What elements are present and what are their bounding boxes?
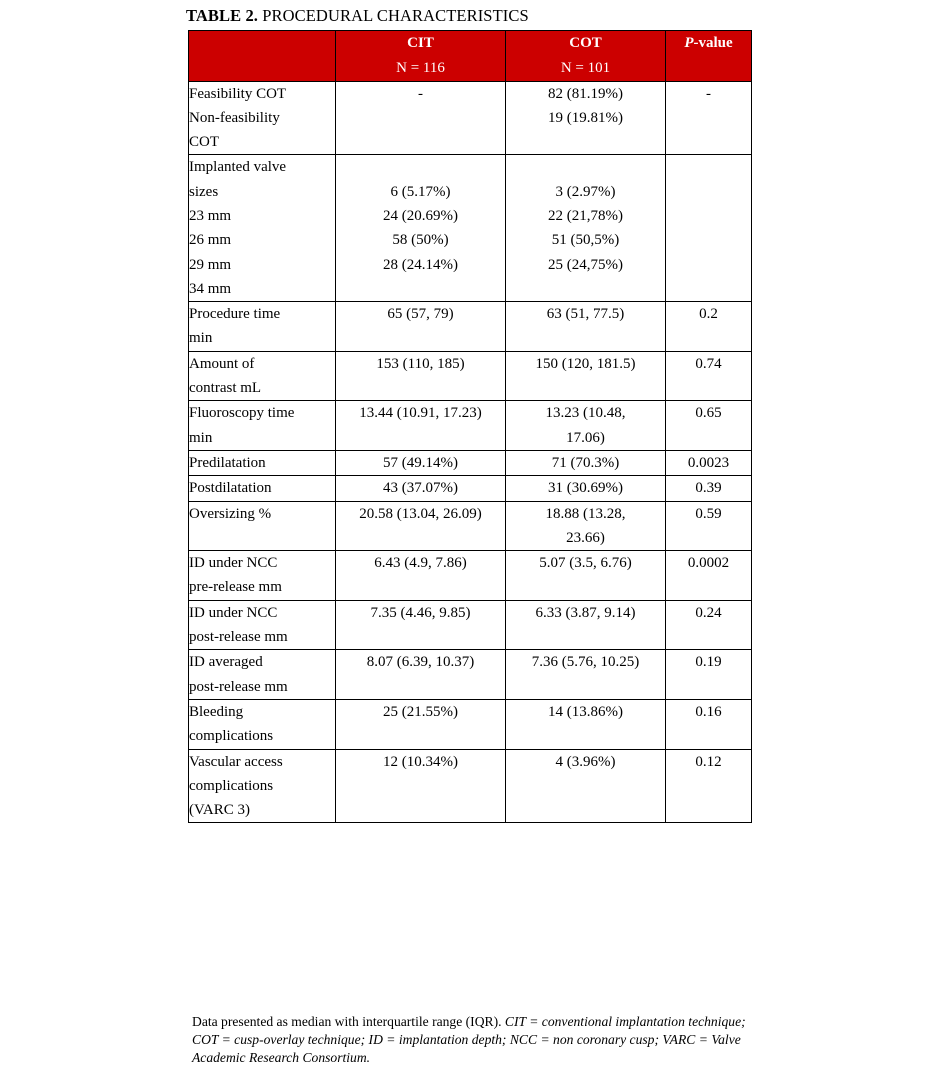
row-label-line: min	[189, 429, 213, 446]
cell-pvalue	[666, 699, 752, 749]
table-row	[189, 699, 752, 749]
row-label-line: Non-feasibility	[189, 109, 280, 126]
cell-cot	[506, 476, 666, 501]
row-label	[189, 155, 336, 302]
cell-pvalue-line: 0.65	[695, 405, 722, 422]
row-label-line: pre-release mm	[189, 579, 282, 596]
cell-pvalue	[666, 302, 752, 352]
row-label-line: ID under NCC	[189, 604, 278, 621]
cell-cit	[336, 699, 506, 749]
cell-cit-line: 7.35 (4.46, 9.85)	[370, 604, 471, 621]
cell-pvalue-line: 0.0002	[687, 555, 730, 572]
table-header	[189, 31, 752, 82]
row-label	[189, 476, 336, 501]
cell-cot-line: 19 (19.81%)	[548, 109, 623, 126]
row-label-line: complications	[189, 777, 274, 794]
row-label	[189, 450, 336, 475]
cell-cit	[336, 501, 506, 551]
cell-cot-line: 14 (13.86%)	[548, 703, 623, 720]
table-body	[189, 81, 752, 823]
row-label-line: COT	[189, 134, 219, 151]
cell-cot-line: 25 (24,75%)	[548, 256, 623, 273]
row-label	[189, 699, 336, 749]
table-number: TABLE 2.	[186, 6, 259, 25]
row-label	[189, 600, 336, 650]
cell-cot-line: 82 (81.19%)	[548, 85, 623, 102]
header-pvalue-label	[666, 31, 751, 56]
cell-pvalue	[666, 155, 752, 302]
cell-cot-line: 6.33 (3.87, 9.14)	[535, 604, 636, 621]
cell-cit	[336, 81, 506, 155]
cell-cit-line: 12 (10.34%)	[383, 753, 458, 770]
row-label-line: Bleeding	[189, 703, 244, 720]
row-label-line: Fluoroscopy time	[189, 405, 295, 422]
header-cell-cot	[506, 31, 666, 82]
table-row	[189, 749, 752, 823]
cell-cot-line: 71 (70.3%)	[551, 454, 620, 471]
row-label-line: Postdilatation	[189, 480, 272, 497]
row-label-line: ID averaged	[189, 654, 263, 671]
cell-cot	[506, 551, 666, 601]
row-label-line: Vascular access	[189, 753, 283, 770]
cell-cot	[506, 155, 666, 302]
header-cit-n: N = 116	[396, 59, 445, 76]
cell-cit-line: 6.43 (4.9, 7.86)	[374, 555, 467, 572]
row-label-line: Amount of	[189, 355, 255, 372]
cell-cit	[336, 302, 506, 352]
table-row	[189, 401, 752, 451]
cell-pvalue-line: 0.12	[695, 753, 722, 770]
cell-pvalue-line: 0.74	[695, 355, 722, 372]
cell-cot-line: 18.88 (13.28,	[545, 505, 626, 522]
cell-cit-line: 24 (20.69%)	[383, 207, 458, 224]
cell-cit-line: 20.58 (13.04, 26.09)	[359, 505, 482, 522]
cell-cit-line: 65 (57, 79)	[387, 306, 454, 323]
header-cit-label: CIT	[407, 35, 434, 51]
cell-pvalue	[666, 81, 752, 155]
row-label-line: 34 mm	[189, 280, 232, 297]
table-row	[189, 476, 752, 501]
row-label-line: (VARC 3)	[189, 802, 250, 819]
cell-cot	[506, 501, 666, 551]
cell-cot-line: 63 (51, 77.5)	[546, 306, 625, 323]
row-label-line: min	[189, 330, 213, 347]
table-row	[189, 501, 752, 551]
cell-pvalue	[666, 476, 752, 501]
cell-cit-line: 25 (21.55%)	[383, 703, 458, 720]
cell-pvalue	[666, 551, 752, 601]
cell-cot-line: 4 (3.96%)	[555, 753, 616, 770]
row-label-line: ID under NCC	[189, 555, 278, 572]
cell-cot-line: 150 (120, 181.5)	[535, 355, 636, 372]
cell-cot-line: 23.66)	[566, 529, 605, 546]
header-cell-blank	[189, 31, 336, 82]
cell-cot-line: 3 (2.97%)	[555, 183, 616, 200]
row-label-line: Oversizing %	[189, 505, 272, 522]
cell-pvalue	[666, 351, 752, 401]
cell-cit-line: 57 (49.14%)	[383, 454, 458, 471]
cell-cit-line: 153 (110, 185)	[376, 355, 465, 372]
cell-cit-line: 13.44 (10.91, 17.23)	[359, 405, 482, 422]
cell-cot	[506, 401, 666, 451]
table-footnote	[192, 1013, 752, 1067]
cell-pvalue-line: 0.19	[695, 654, 722, 671]
row-label	[189, 650, 336, 700]
row-label-line: contrast mL	[189, 380, 262, 397]
table-row	[189, 351, 752, 401]
row-label-line: 23 mm	[189, 207, 232, 224]
cell-pvalue-line: 0.59	[695, 505, 722, 522]
row-label-line: 29 mm	[189, 256, 232, 273]
cell-pvalue	[666, 749, 752, 823]
cell-cit	[336, 401, 506, 451]
cell-cot-line: 13.23 (10.48,	[545, 405, 626, 422]
cell-cot-line	[506, 155, 665, 179]
row-label-line: complications	[189, 728, 274, 745]
cell-cit	[336, 749, 506, 823]
cell-cit	[336, 351, 506, 401]
cell-pvalue	[666, 501, 752, 551]
cell-cit	[336, 450, 506, 475]
table-row	[189, 302, 752, 352]
cell-cot-line: 51 (50,5%)	[551, 232, 620, 249]
cell-pvalue	[666, 650, 752, 700]
cell-cit	[336, 476, 506, 501]
cell-cot-line: 17.06)	[566, 429, 605, 446]
cell-pvalue	[666, 600, 752, 650]
cell-cit-line: 6 (5.17%)	[390, 183, 451, 200]
table-header-row	[189, 31, 752, 82]
row-label	[189, 551, 336, 601]
cell-cit-line: 28 (24.14%)	[383, 256, 458, 273]
cell-cot	[506, 450, 666, 475]
row-label-line: sizes	[189, 183, 219, 200]
cell-pvalue-line	[666, 155, 751, 179]
header-cell-pvalue	[666, 31, 752, 82]
row-label	[189, 749, 336, 823]
cell-cot	[506, 351, 666, 401]
cell-cot	[506, 302, 666, 352]
footnote-abbreviations: CIT = conventional implantation technique; COT = cusp-overlay technique; ID = implantation depth; NCC = non coronary cusp; VARC = Valve Academic Research Consortium.	[192, 1014, 746, 1066]
cell-pvalue	[666, 401, 752, 451]
cell-pvalue-line: 0.2	[699, 306, 718, 323]
cell-cit	[336, 650, 506, 700]
table-title	[186, 6, 529, 26]
table-row	[189, 650, 752, 700]
cell-pvalue-line: 0.16	[695, 703, 722, 720]
table-row	[189, 155, 752, 302]
cell-cot	[506, 699, 666, 749]
row-label-line: Implanted valve	[189, 159, 287, 176]
cell-cot-line: 22 (21,78%)	[548, 207, 623, 224]
cell-cit-line: 8.07 (6.39, 10.37)	[366, 654, 475, 671]
cell-pvalue-line: 0.39	[695, 480, 722, 497]
table-caption-text: PROCEDURAL CHARACTERISTICS	[262, 6, 529, 25]
row-label	[189, 81, 336, 155]
footnote-lead: Data presented as median with interquartile range (IQR).	[192, 1014, 505, 1029]
procedural-characteristics-table	[188, 30, 752, 823]
cell-cit	[336, 551, 506, 601]
row-label-line: Procedure time	[189, 306, 281, 323]
header-cot-label: COT	[569, 35, 602, 51]
cell-cot	[506, 600, 666, 650]
cell-cit-line: 43 (37.07%)	[383, 480, 458, 497]
row-label	[189, 501, 336, 551]
cell-pvalue-line: 0.0023	[687, 454, 730, 471]
cell-pvalue-line: 0.24	[695, 604, 722, 621]
cell-pvalue	[666, 450, 752, 475]
table-row	[189, 450, 752, 475]
table-row	[189, 551, 752, 601]
table-row	[189, 600, 752, 650]
cell-cit-line: 58 (50%)	[392, 232, 449, 249]
row-label-line: Feasibility COT	[189, 85, 287, 102]
header-cot-n: N = 101	[560, 59, 611, 76]
row-label	[189, 351, 336, 401]
row-label-line: post-release mm	[189, 629, 288, 646]
row-label	[189, 401, 336, 451]
cell-cit	[336, 155, 506, 302]
cell-cot-line: 5.07 (3.5, 6.76)	[539, 555, 632, 572]
cell-cit-line	[336, 155, 505, 179]
table-row	[189, 81, 752, 155]
cell-cot	[506, 650, 666, 700]
cell-cot-line: 7.36 (5.76, 10.25)	[531, 654, 640, 671]
cell-cit	[336, 600, 506, 650]
row-label	[189, 302, 336, 352]
row-label-line: 26 mm	[189, 232, 232, 249]
header-pvalue-rest: -value	[693, 35, 733, 51]
header-pvalue-italic-p: P	[684, 35, 694, 51]
cell-cit-line: -	[418, 85, 423, 102]
cell-cot-line: 31 (30.69%)	[548, 480, 623, 497]
header-cell-cit	[336, 31, 506, 82]
row-label-line: Predilatation	[189, 454, 266, 471]
row-label-line: post-release mm	[189, 678, 288, 695]
procedural-characteristics-table-wrapper	[188, 30, 751, 823]
cell-pvalue-line: -	[706, 85, 711, 102]
cell-cot	[506, 81, 666, 155]
cell-cot	[506, 749, 666, 823]
